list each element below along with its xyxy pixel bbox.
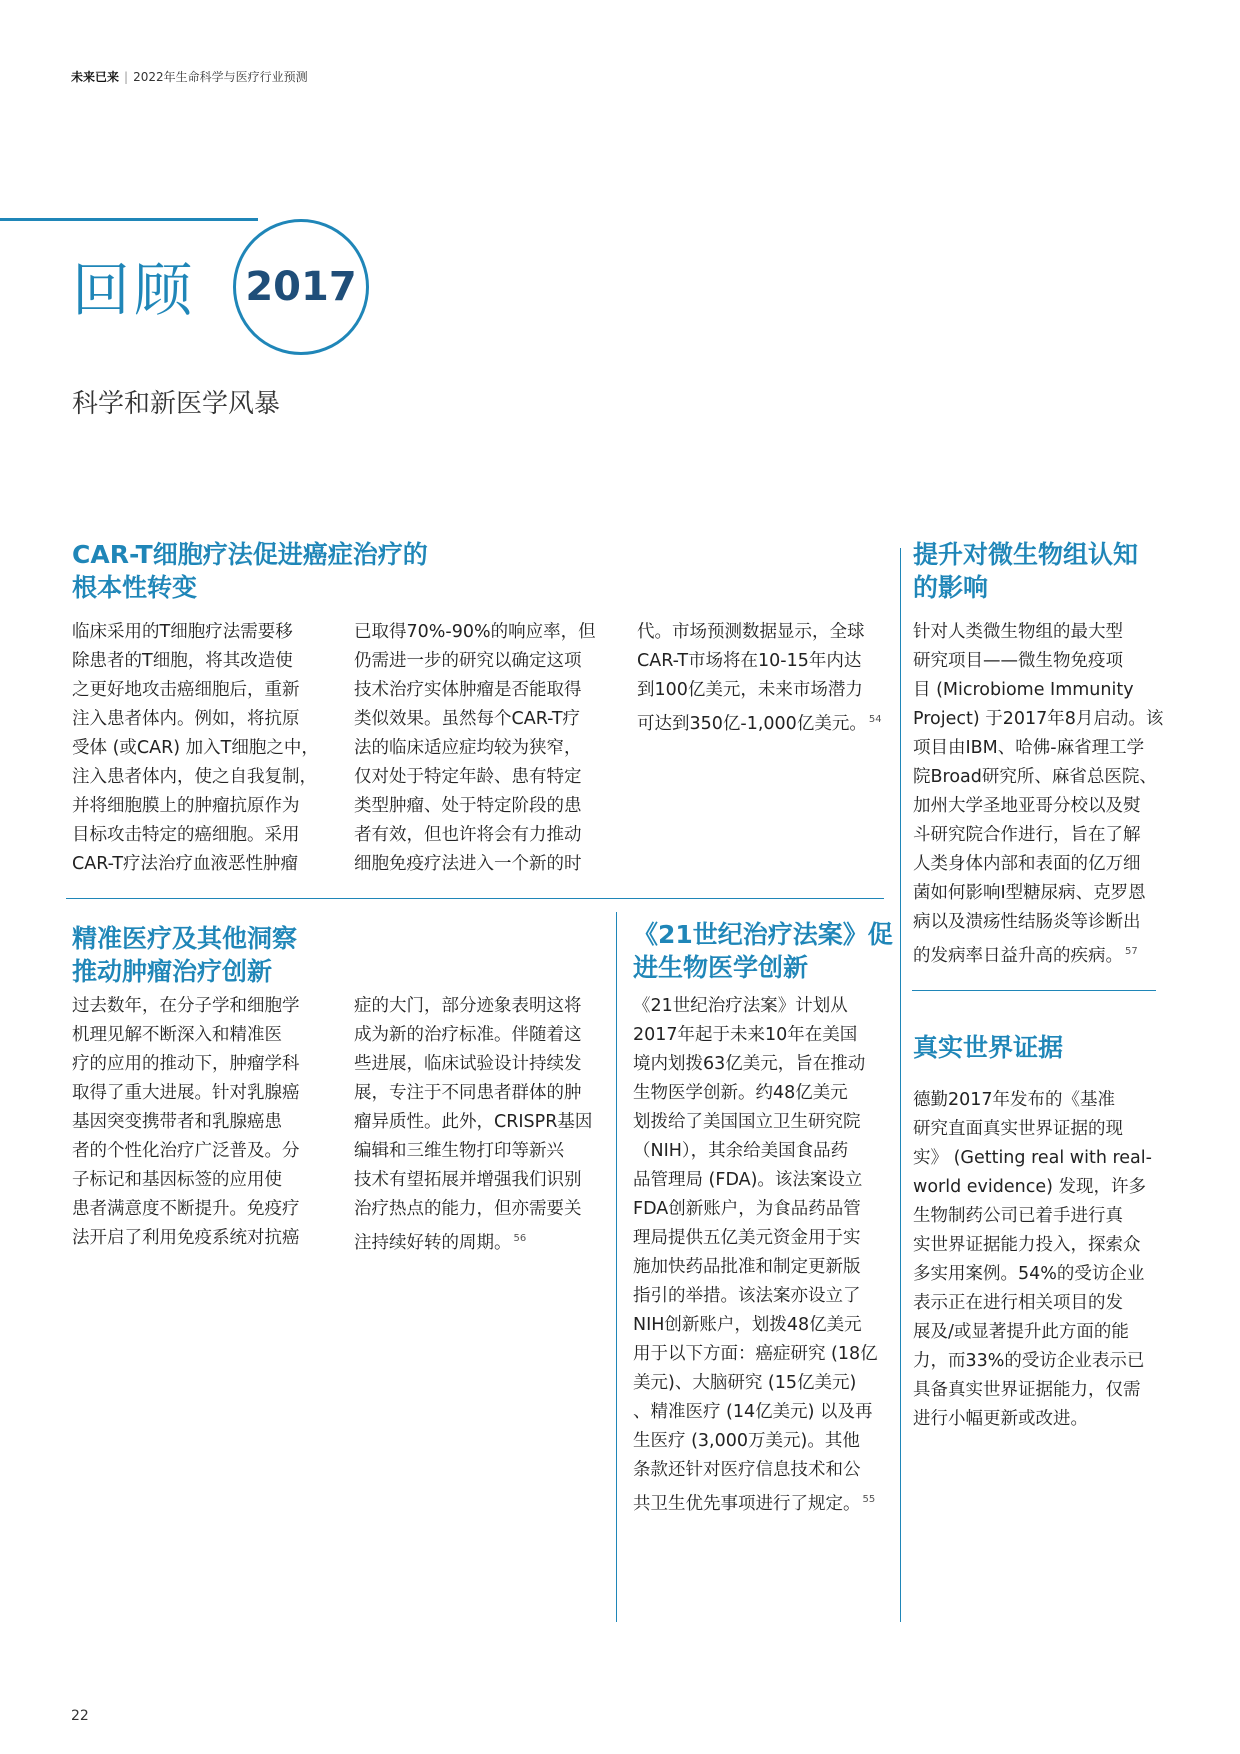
cures-heading-line2: 进生物医学创新 bbox=[633, 953, 809, 982]
text-line: 划拨给了美国国立卫生研究院 bbox=[633, 1112, 861, 1132]
text-line: 症的大门，部分迹象表明这将 bbox=[354, 996, 582, 1016]
page-number: 22 bbox=[71, 1708, 89, 1724]
text-line: 进行小幅更新或改进。 bbox=[913, 1409, 1088, 1429]
precision-heading bbox=[72, 922, 297, 988]
text-line: 细胞免疫疗法进入一个新的时 bbox=[354, 854, 582, 874]
cart-heading bbox=[72, 538, 428, 604]
text-line: 项目由IBM、哈佛-麻省理工学 bbox=[913, 738, 1145, 758]
text-line: 子标记和基因标签的应用使 bbox=[72, 1170, 282, 1190]
text-line: 多实用案例。54%的受访企业 bbox=[913, 1264, 1145, 1284]
rwe-heading: 真实世界证据 bbox=[913, 1033, 1064, 1062]
text-line: 基因突变携带者和乳腺癌患 bbox=[72, 1112, 282, 1132]
text-line: 生医疗 (3,000万美元)。其他 bbox=[633, 1431, 860, 1451]
text-line: 实》 (Getting real with real- bbox=[913, 1148, 1152, 1168]
text-line bbox=[633, 1485, 878, 1519]
section-divider bbox=[66, 898, 884, 899]
text-line: Project) 于2017年8月启动。该 bbox=[913, 709, 1164, 729]
text-line: 、精准医疗 (14亿美元) 以及再 bbox=[633, 1402, 873, 1422]
text-line: 些进展，临床试验设计持续发 bbox=[354, 1054, 582, 1074]
text-line: 已取得70%-90%的响应率，但 bbox=[354, 622, 596, 642]
text-line: 实世界证据能力投入，探索众 bbox=[913, 1235, 1141, 1255]
text-line: 疗的应用的推动下，肿瘤学科 bbox=[72, 1054, 300, 1074]
text-line bbox=[913, 937, 1163, 971]
text-line: 取得了重大进展。针对乳腺癌 bbox=[72, 1083, 300, 1103]
cures-heading-line1: 《21世纪治疗法案》促 bbox=[633, 920, 893, 949]
text-line: 美元)、大脑研究 (15亿美元) bbox=[633, 1373, 857, 1393]
text-line bbox=[637, 705, 882, 739]
text-line: 注入患者体内。例如，将抗原 bbox=[72, 709, 300, 729]
cures-heading bbox=[633, 918, 893, 984]
text-line: CAR-T疗法治疗血液恶性肿瘤 bbox=[72, 854, 299, 874]
text-line: 用于以下方面：癌症研究 (18亿 bbox=[633, 1344, 878, 1364]
text-line: （NIH），其余给美国食品药 bbox=[633, 1141, 849, 1161]
text-line: 目标攻击特定的癌细胞。采用 bbox=[72, 825, 300, 845]
text-line: 除患者的T细胞，将其改造使 bbox=[72, 651, 293, 671]
text-line: 过去数年，在分子学和细胞学 bbox=[72, 996, 300, 1016]
cart-heading-line2: 根本性转变 bbox=[72, 573, 198, 602]
text-line: 人类身体内部和表面的亿万细 bbox=[913, 854, 1141, 874]
text-line: 菌如何影响I型糖尿病、克罗恩 bbox=[913, 883, 1146, 903]
footnote-ref: 55 bbox=[862, 1494, 876, 1505]
text-line: 之更好地攻击癌细胞后，重新 bbox=[72, 680, 300, 700]
microbiome-heading-line2: 的影响 bbox=[913, 573, 989, 602]
text-line: 斗研究院合作进行，旨在了解 bbox=[913, 825, 1141, 845]
footnote-ref: 54 bbox=[868, 714, 882, 725]
text-line: 者有效，但也许将会有力推动 bbox=[354, 825, 582, 845]
text-line: 展，专注于不同患者群体的肿 bbox=[354, 1083, 582, 1103]
text-line: CAR-T市场将在10-15年内达 bbox=[637, 651, 862, 671]
text-line: 临床采用的T细胞疗法需要移 bbox=[72, 622, 293, 642]
page-subtitle: 科学和新医学风暴 bbox=[72, 389, 281, 419]
text-line: 并将细胞膜上的肿瘤抗原作为 bbox=[72, 796, 300, 816]
text-line: 施加快药品批准和制定更新版 bbox=[633, 1257, 861, 1277]
text-line-content: 注持续好转的周期。 bbox=[354, 1232, 512, 1253]
cart-col3 bbox=[637, 618, 882, 739]
text-line: 病以及溃疡性结肠炎等诊断出 bbox=[913, 912, 1141, 932]
text-line: 编辑和三维生物打印等新兴 bbox=[354, 1141, 564, 1161]
footnote-ref: 56 bbox=[513, 1233, 527, 1244]
cart-col1 bbox=[72, 618, 319, 879]
text-line: 成为新的治疗标准。伴随着这 bbox=[354, 1025, 582, 1045]
text-line: 目 (Microbiome Immunity bbox=[913, 680, 1134, 700]
precision-heading-line1: 精准医疗及其他洞察 bbox=[72, 924, 298, 953]
text-line: 技术治疗实体肿瘤是否能取得 bbox=[354, 680, 582, 700]
text-line: 法的临床适应症均较为狭窄， bbox=[354, 738, 582, 758]
cart-heading-line1: CAR-T细胞疗法促进癌症治疗的 bbox=[72, 540, 428, 569]
text-line: 受体 (或CAR) 加入T细胞之中， bbox=[72, 738, 319, 758]
cures-body bbox=[633, 992, 878, 1519]
text-line: 表示正在进行相关项目的发 bbox=[913, 1293, 1123, 1313]
text-line: 到100亿美元，未来市场潜力 bbox=[637, 680, 863, 700]
header-separator: | bbox=[124, 70, 129, 84]
precision-col2 bbox=[354, 992, 592, 1258]
text-line: 代。市场预测数据显示，全球 bbox=[637, 622, 865, 642]
text-line-content: 的发病率日益升高的疾病。 bbox=[913, 945, 1123, 966]
column-rule-right bbox=[900, 548, 901, 1622]
microbiome-body bbox=[913, 618, 1163, 971]
cart-col2 bbox=[354, 618, 596, 879]
text-line: 加州大学圣地亚哥分校以及熨 bbox=[913, 796, 1141, 816]
running-header bbox=[71, 68, 308, 85]
page-title: 回顾 bbox=[72, 256, 197, 324]
microbiome-heading bbox=[913, 538, 1138, 604]
year-label: 2017 bbox=[245, 264, 357, 310]
text-line: 机理见解不断深入和精准医 bbox=[72, 1025, 282, 1045]
text-line: 境内划拨63亿美元，旨在推动 bbox=[633, 1054, 866, 1074]
rwe-body bbox=[913, 1086, 1152, 1434]
text-line: 德勤2017年发布的《基准 bbox=[913, 1090, 1116, 1110]
text-line-content: 共卫生优先事项进行了规定。 bbox=[633, 1493, 861, 1514]
right-divider bbox=[912, 990, 1156, 991]
text-line: 院Broad研究所、麻省总医院、 bbox=[913, 767, 1157, 787]
text-line: 患者满意度不断提升。免疫疗 bbox=[72, 1199, 300, 1219]
text-line: 类似效果。虽然每个CAR-T疗 bbox=[354, 709, 581, 729]
text-line: 品管理局 (FDA)。该法案设立 bbox=[633, 1170, 863, 1190]
text-line: 注入患者体内，使之自我复制， bbox=[72, 767, 317, 787]
column-rule-cures bbox=[616, 912, 617, 1622]
text-line: 具备真实世界证据能力，仅需 bbox=[913, 1380, 1141, 1400]
text-line: 研究直面真实世界证据的现 bbox=[913, 1119, 1123, 1139]
text-line: 条款还针对医疗信息技术和公 bbox=[633, 1460, 861, 1480]
text-line: 理局提供五亿美元资金用于实 bbox=[633, 1228, 861, 1248]
top-rule bbox=[0, 218, 258, 221]
text-line: 针对人类微生物组的最大型 bbox=[913, 622, 1123, 642]
text-line: 展及/或显著提升此方面的能 bbox=[913, 1322, 1129, 1342]
text-line: 类型肿瘤、处于特定阶段的患 bbox=[354, 796, 582, 816]
text-line: 2017年起于未来10年在美国 bbox=[633, 1025, 858, 1045]
text-line bbox=[354, 1224, 592, 1258]
text-line: 治疗热点的能力，但亦需要关 bbox=[354, 1199, 582, 1219]
text-line: 仅对处于特定年龄、患有特定 bbox=[354, 767, 582, 787]
text-line: 生物制药公司已着手进行真 bbox=[913, 1206, 1123, 1226]
precision-col1 bbox=[72, 992, 300, 1253]
text-line: FDA创新账户，为食品药品管 bbox=[633, 1199, 861, 1219]
precision-heading-line2: 推动肿瘤治疗创新 bbox=[72, 957, 273, 986]
footnote-ref: 57 bbox=[1125, 946, 1138, 957]
header-title: 2022年生命科学与医疗行业预测 bbox=[133, 70, 308, 84]
text-line: 生物医学创新。约48亿美元 bbox=[633, 1083, 848, 1103]
text-line: 研究项目——微生物免疫项 bbox=[913, 651, 1123, 671]
text-line: 力，而33%的受访企业表示已 bbox=[913, 1351, 1145, 1371]
text-line: world evidence) 发现，许多 bbox=[913, 1177, 1146, 1197]
text-line: 技术有望拓展并增强我们识别 bbox=[354, 1170, 582, 1190]
text-line: 《21世纪治疗法案》计划从 bbox=[633, 996, 848, 1016]
text-line-content: 可达到350亿-1,000亿美元。 bbox=[637, 713, 867, 734]
text-line: 指引的举措。该法案亦设立了 bbox=[633, 1286, 861, 1306]
text-line: 仍需进一步的研究以确定这项 bbox=[354, 651, 582, 671]
text-line: 法开启了利用免疫系统对抗癌 bbox=[72, 1228, 300, 1248]
text-line: NIH创新账户，划拨48亿美元 bbox=[633, 1315, 862, 1335]
text-line: 者的个性化治疗广泛普及。分 bbox=[72, 1141, 300, 1161]
header-brand: 未来已来 bbox=[71, 70, 120, 84]
text-line: 瘤异质性。此外，CRISPR基因 bbox=[354, 1112, 593, 1132]
microbiome-heading-line1: 提升对微生物组认知 bbox=[913, 540, 1139, 569]
